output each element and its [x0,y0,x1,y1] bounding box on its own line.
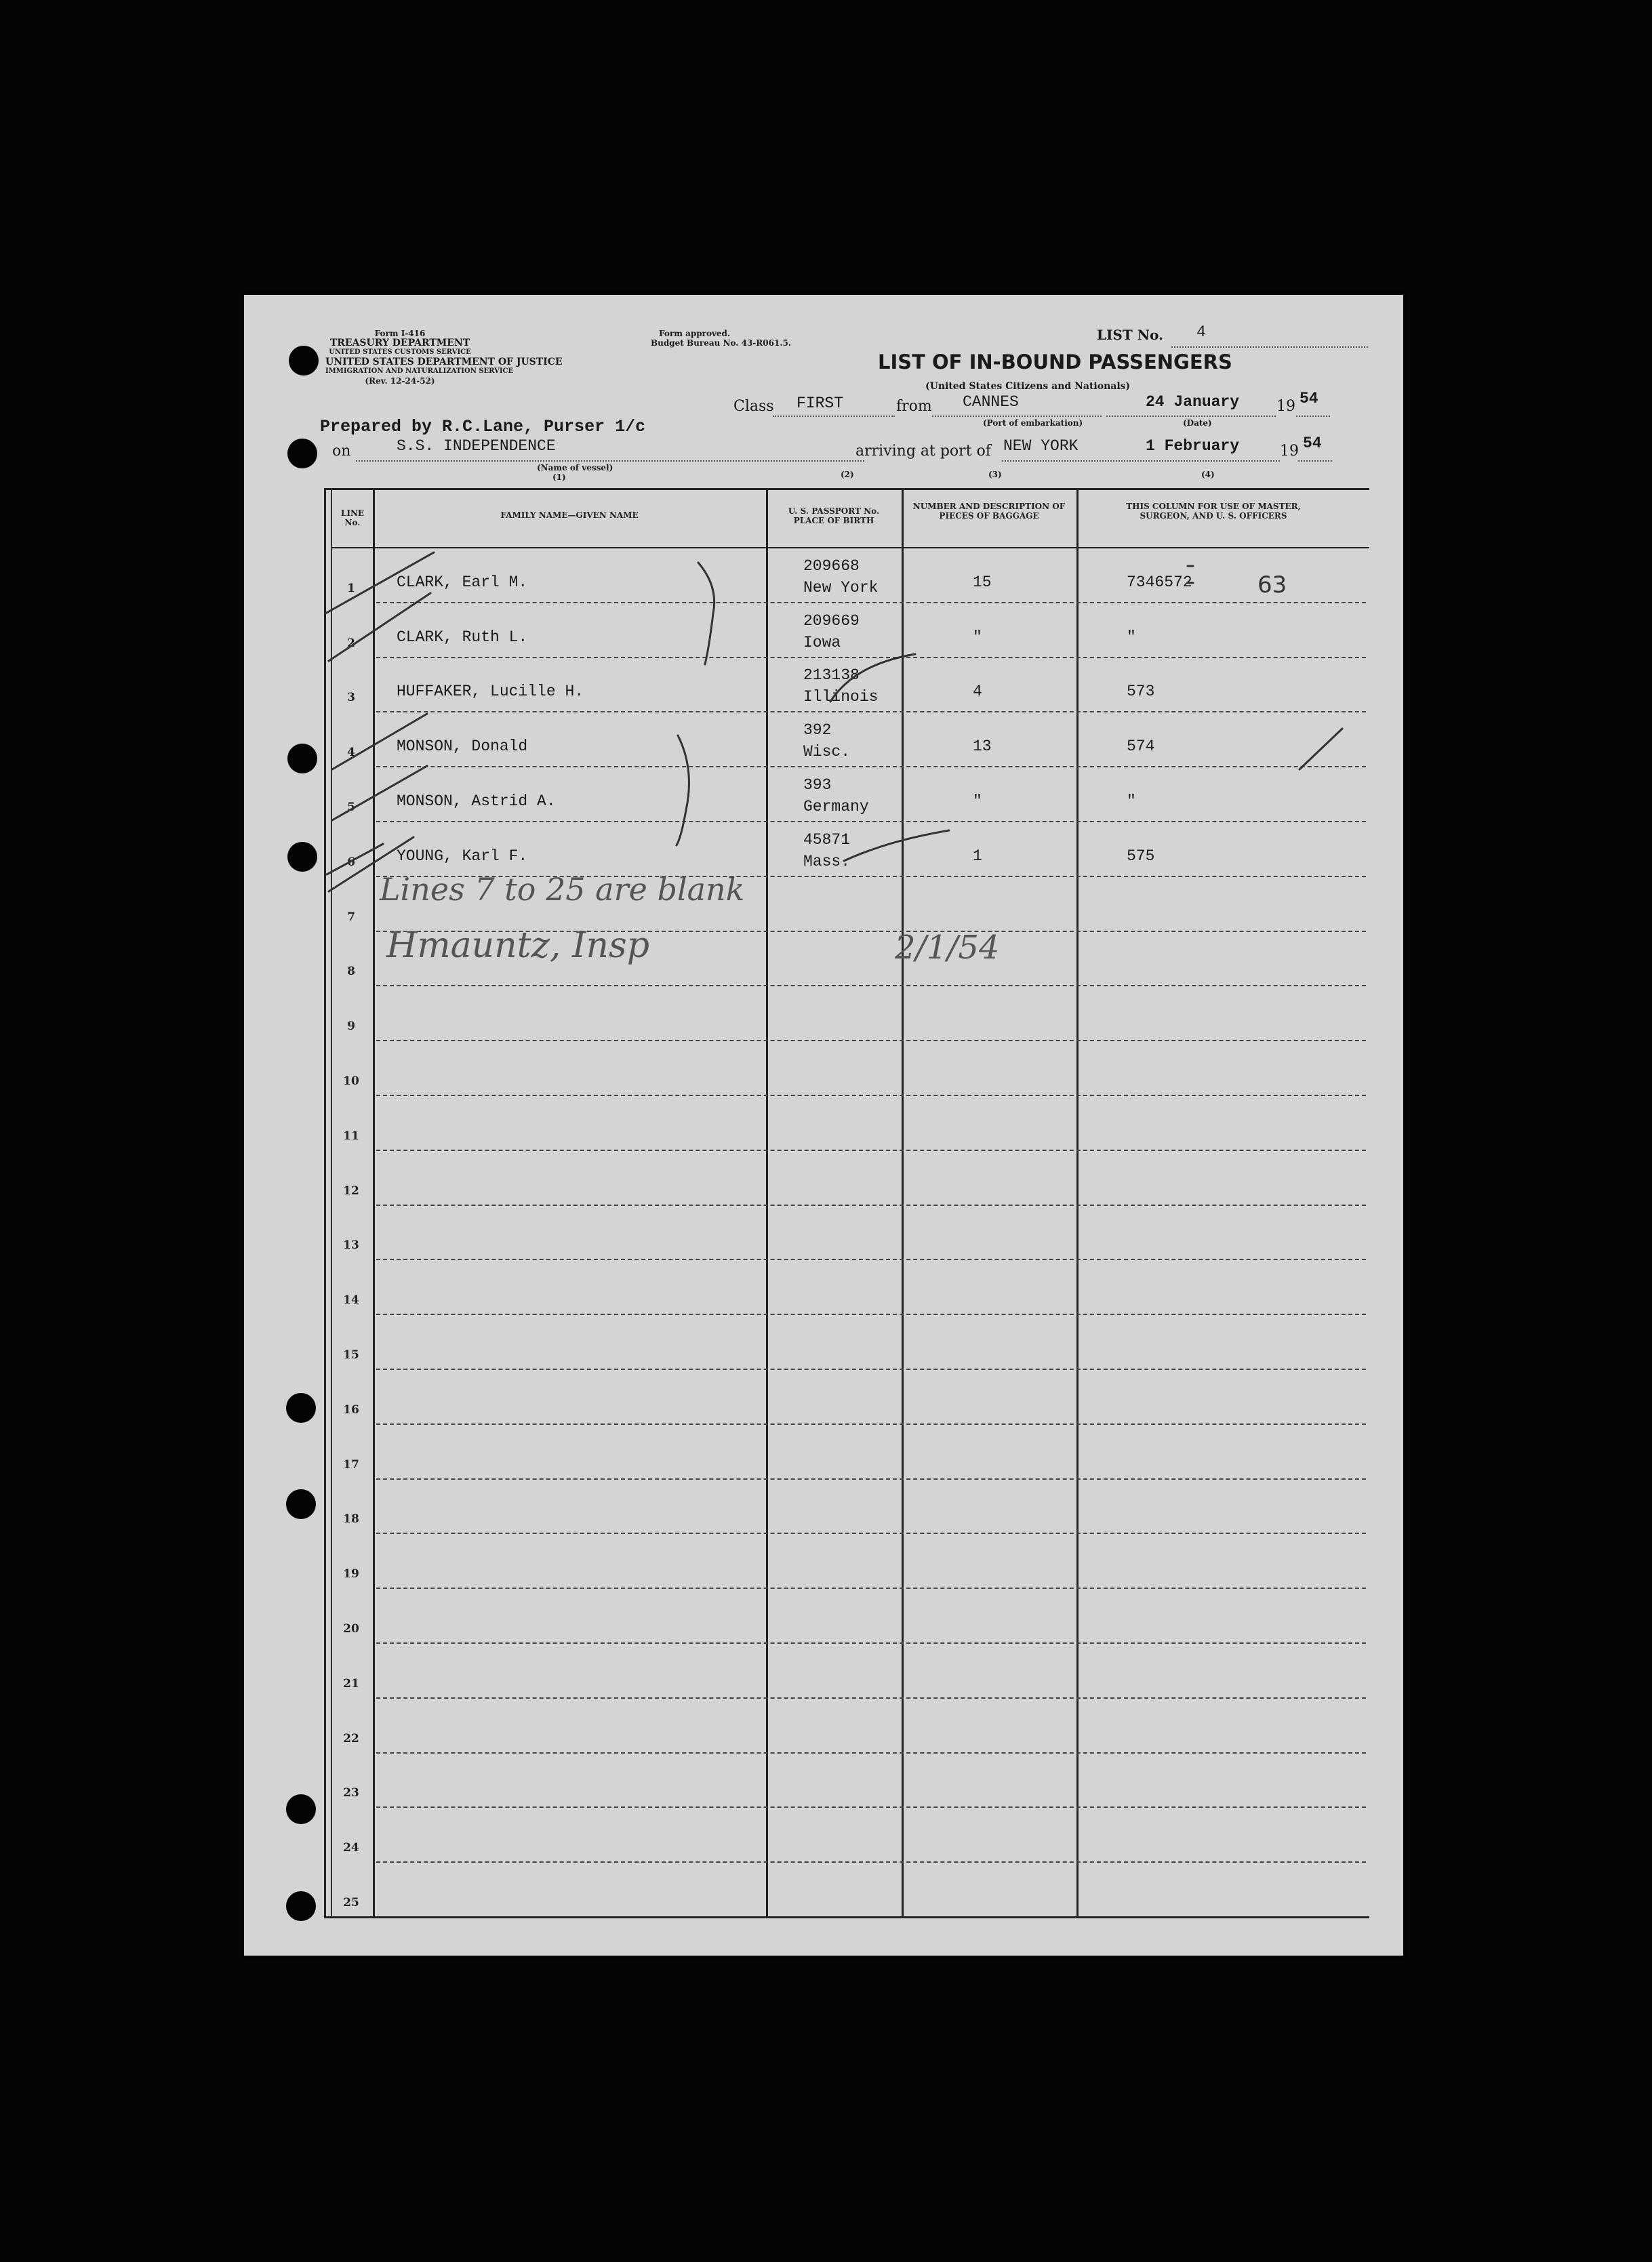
cell-birth: New York [803,578,879,597]
line-number: 1 [347,581,355,595]
cell-name: HUFFAKER, Lucille H. [397,683,584,701]
from-value: CANNES [963,393,1019,411]
line-number: 15 [343,1348,359,1362]
cell-passport: 392 [803,721,832,740]
line-number: 11 [343,1129,359,1143]
col-header-baggage: NUMBER AND DESCRIPTION OF PIECES OF BAGGAGE [912,502,1066,521]
cell-name: CLARK, Ruth L. [397,628,528,646]
cell-officer: 575 [1127,847,1155,865]
cell-name: MONSON, Donald [397,738,528,756]
cell-birth: Iowa [803,633,841,651]
handwritten-marks-icon [244,295,1403,1956]
line-number: 19 [343,1567,359,1581]
list-no-label: LIST No. [1097,327,1163,343]
form-number: Form I-416 [374,329,426,338]
line-number: 21 [343,1676,359,1691]
caption-4: (4) [1201,470,1215,479]
from-label: from [896,398,932,415]
caption-3: (3) [988,470,1002,479]
cell-passport: 393 [803,776,832,794]
budget-bureau: Budget Bureau No. 43-R061.5. [651,338,792,348]
line-number: 9 [347,1019,355,1034]
col-header-officers: THIS COLUMN FOR USE OF MASTER, SURGEON, AND U. S. OFFICERS [1126,502,1301,521]
line-number: 18 [343,1512,359,1527]
cell-name: MONSON, Astrid A. [397,792,556,810]
handwritten-signature: Hmauntz, Insp [386,925,649,966]
class-value: FIRST [797,395,844,412]
year-prefix-1: 19 [1276,398,1295,415]
line-number: 25 [343,1896,359,1910]
cell-passport: 209668 [803,557,860,575]
ins-service: IMMIGRATION AND NATURALIZATION SERVICE [325,367,514,375]
arrival-port: NEW YORK [1003,437,1079,455]
line-number: 12 [343,1184,359,1198]
line-number: 13 [343,1238,359,1253]
cell-baggage: " [973,628,982,646]
arrival-year: 54 [1303,435,1322,452]
col-header-line: LINE No. [340,508,365,527]
prepared-by: Prepared by R.C.Lane, Purser 1/c [320,417,646,437]
cell-officer: 574 [1127,738,1155,756]
line-number: 20 [343,1622,359,1636]
cell-extra: 63 [1257,571,1287,599]
line-number: 4 [347,746,355,760]
cell-birth: Mass. [803,852,851,870]
line-number: 3 [347,691,355,705]
cell-officer: 7346572 [1127,573,1192,591]
col-header-passport: U. S. PASSPORT No. PLACE OF BIRTH [788,506,880,525]
line-number: 2 [347,636,355,650]
port-embark-caption: (Port of embarkation) [983,418,1083,428]
class-label: Class [733,398,774,415]
vessel-name: S.S. INDEPENDENCE [397,437,556,455]
on-label: on [332,443,351,460]
justice-department: UNITED STATES DEPARTMENT OF JUSTICE [325,357,563,367]
revision-date: (Rev. 12-24-52) [365,376,435,386]
list-no-value: 4 [1196,323,1206,341]
cell-baggage: 13 [973,738,992,756]
cell-birth: Germany [803,798,869,815]
cell-officer: " [1127,792,1136,810]
line-number: 17 [343,1457,359,1472]
line-number: 22 [343,1731,359,1745]
line-number: 24 [343,1841,359,1855]
caption-1: (1) [552,472,566,482]
treasury-department: TREASURY DEPARTMENT [329,338,470,348]
line-number: 6 [347,855,355,869]
line-number: 10 [343,1074,359,1088]
departure-date: 24 January [1146,393,1240,411]
line-number: 8 [347,965,355,979]
handwritten-date: 2/1/54 [895,929,1000,967]
cell-passport: 209669 [803,611,860,630]
cell-birth: Wisc. [803,743,851,761]
handwritten-blank-note: Lines 7 to 25 are blank [380,871,745,908]
cell-name: CLARK, Earl M. [397,573,528,591]
cell-passport: 213138 [803,666,860,685]
line-number: 7 [347,910,355,924]
date-caption: (Date) [1183,418,1212,428]
cell-baggage: 15 [973,573,992,591]
manifest-sheet [244,295,1403,1956]
line-number: 5 [347,801,355,814]
caption-2: (2) [841,470,854,479]
cell-birth: Illinois [803,688,879,706]
col-header-name: FAMILY NAME—GIVEN NAME [500,510,639,520]
year-prefix-2: 19 [1280,443,1299,460]
cell-name: YOUNG, Karl F. [397,847,528,865]
form-approved: Form approved. [659,329,731,338]
vessel-caption: (Name of vessel) [537,463,613,472]
cell-baggage: 1 [973,847,982,865]
line-number: 14 [343,1293,359,1308]
page-title: LIST OF IN-BOUND PASSENGERS [878,350,1232,373]
arriving-label: arriving at port of [855,443,991,460]
departure-year: 54 [1300,390,1318,407]
cell-baggage: " [973,792,982,810]
line-number: 16 [343,1402,359,1417]
arrival-date: 1 February [1146,437,1240,455]
cell-baggage: 4 [973,683,982,701]
cell-officer: 573 [1127,683,1155,701]
page-subtitle: (United States Citizens and Nationals) [925,381,1131,392]
customs-service: UNITED STATES CUSTOMS SERVICE [329,348,471,356]
cell-officer: " [1127,628,1136,646]
line-number: 23 [343,1786,359,1800]
cell-passport: 45871 [803,830,851,849]
